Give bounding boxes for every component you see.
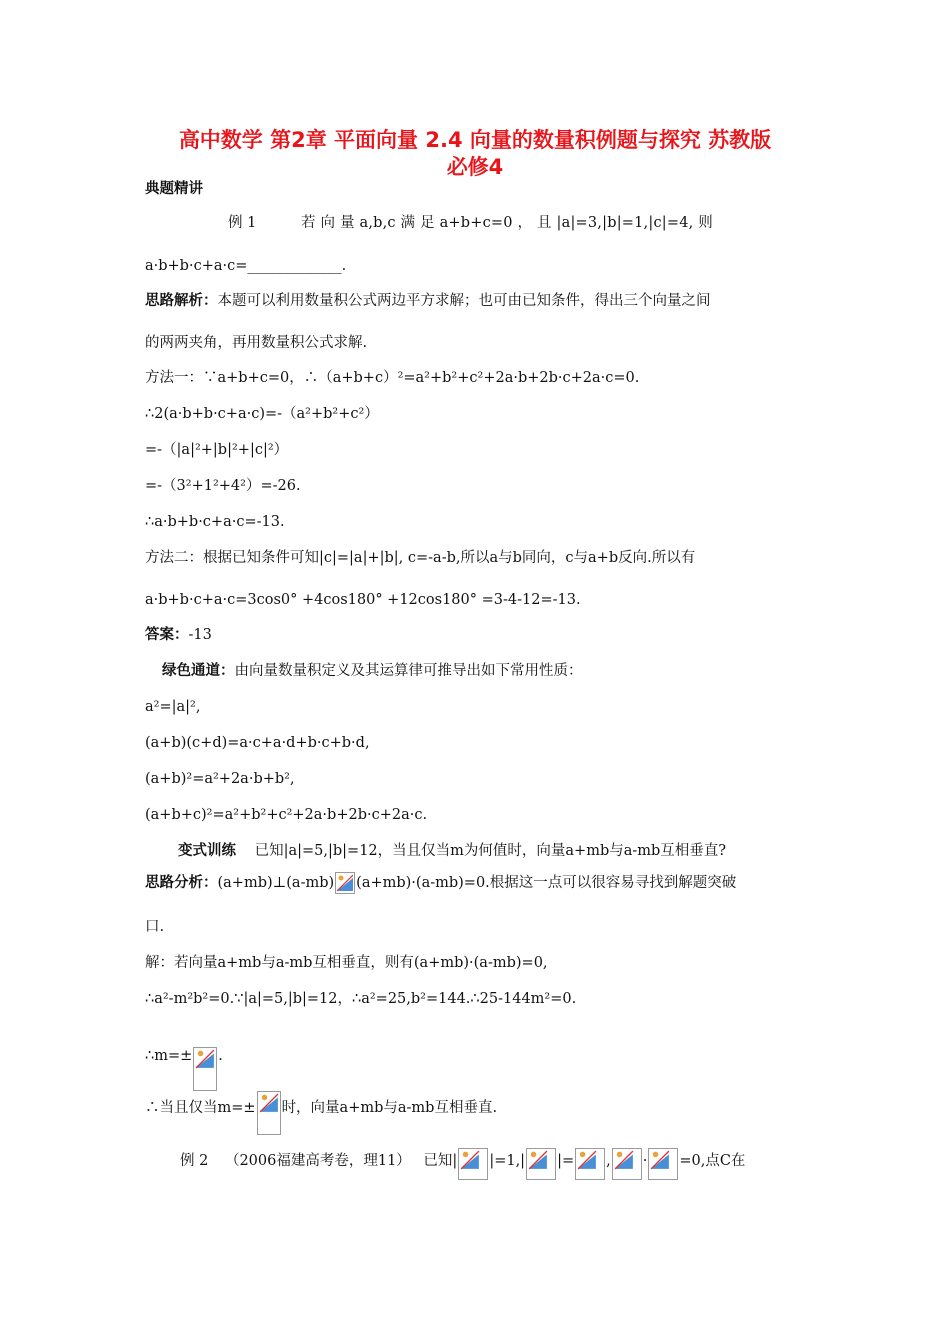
method1-line1: 方法一：∵a+b+c=0，∴（a+b+c）²=a²+b²+c²+2a·b+2b·c+2a·c=0. xyxy=(145,370,640,386)
answer-line xyxy=(145,625,212,645)
example2-t2: |=1,| xyxy=(489,1153,526,1169)
method2-line2: a·b+b·c+a·c=3cos0° +4cos180° +12cos180° =3-4-12=-13. xyxy=(145,592,581,608)
solution-line4 xyxy=(145,1081,497,1131)
analysis2-label: 思路分析： xyxy=(145,875,218,891)
solution-line3-post: . xyxy=(218,1048,223,1064)
method1-line3: =-（|a|²+|b|²+|c|²） xyxy=(145,442,289,458)
green-channel-line xyxy=(162,661,583,681)
document-title-line1: 高中数学 第2章 平面向量 2.4 向量的数量积例题与探究 苏教版 xyxy=(178,128,772,152)
analysis2-line1 xyxy=(145,872,736,894)
document-title-line2: 必修4 xyxy=(446,155,504,179)
image-placeholder-icon xyxy=(335,872,355,894)
fraction-image-icon xyxy=(257,1091,281,1135)
example2-label: 例 2 xyxy=(180,1153,209,1169)
example1-blank-line: a·b+b·c+a·c=_____________. xyxy=(145,258,347,274)
example2-t5: · xyxy=(642,1153,648,1169)
property-1: a²=|a|², xyxy=(145,699,201,715)
analysis1-label: 思路解析： xyxy=(145,293,218,309)
answer-label: 答案： xyxy=(145,627,189,643)
answer-value: -13 xyxy=(188,627,212,643)
vector-image-icon xyxy=(458,1148,488,1180)
analysis2-line2: 口. xyxy=(145,919,165,935)
green-channel-label: 绿色通道： xyxy=(162,663,235,679)
method1-line4: =-（3²+1²+4²）=-26. xyxy=(145,478,301,494)
example2-t6: =0,点C在 xyxy=(679,1153,746,1169)
vector-image-icon xyxy=(648,1148,678,1180)
method1-line2: ∴2(a·b+b·c+a·c)=-（a²+b²+c²） xyxy=(145,406,379,422)
example2-t3: |= xyxy=(557,1153,575,1169)
solution-line3 xyxy=(145,1021,223,1071)
analysis1-text: 本题可以利用数量积公式两边平方求解；也可由已知条件，得出三个向量之间 xyxy=(217,293,711,309)
section-heading: 典题精讲 xyxy=(145,181,203,197)
analysis1-line1 xyxy=(145,291,711,311)
green-channel-text: 由向量数量积定义及其运算律可推导出如下常用性质： xyxy=(234,663,583,679)
example1-label: 例 1 xyxy=(228,215,257,231)
vector-image-icon xyxy=(575,1148,605,1180)
solution-line4-post: 时，向量a+mb与a-mb互相垂直. xyxy=(281,1100,498,1116)
solution-line3-pre: ∴m=± xyxy=(145,1048,193,1064)
analysis1-line2: 的两两夹角，再用数量积公式求解. xyxy=(145,335,368,351)
example2-t1: 已知| xyxy=(423,1153,458,1169)
example2-t4: , xyxy=(606,1153,611,1169)
method2-line1: 方法二：根据已知条件可知|c|=|a|+|b|, c=-a-b,所以a与b同向，c与a+b反向.所以有 xyxy=(145,550,696,566)
vector-image-icon xyxy=(526,1148,556,1180)
variant-label: 变式训练 xyxy=(178,843,236,859)
analysis2-post: (a+mb)·(a-mb)=0.根据这一点可以很容易寻找到解题突破 xyxy=(356,875,737,891)
solution-line1: 解：若向量a+mb与a-mb互相垂直，则有(a+mb)·(a-mb)=0, xyxy=(145,955,548,971)
method1-line5: ∴a·b+b·c+a·c=-13. xyxy=(145,514,285,530)
variant-text: 已知|a|=5,|b|=12，当且仅当m为何值时，向量a+mb与a-mb互相垂直? xyxy=(254,843,727,859)
example2-line xyxy=(180,1148,745,1180)
example1-line1 xyxy=(228,213,713,233)
solution-line4-pre: ∴当且仅当m=± xyxy=(145,1100,256,1116)
solution-line2: ∴a²-m²b²=0.∵|a|=5,|b|=12，∴a²=25,b²=144.∴25-144m²=0. xyxy=(145,991,577,1007)
example1-text: 若 向 量 a,b,c 满 足 a+b+c=0 ， 且 |a|=3,|b|=1,|c|=4, 则 xyxy=(300,215,713,231)
vector-image-icon xyxy=(612,1148,642,1180)
variant-line xyxy=(178,841,726,861)
property-4: (a+b+c)²=a²+b²+c²+2a·b+2b·c+2a·c. xyxy=(145,807,428,823)
analysis2-pre: (a+mb)⊥(a-mb) xyxy=(217,875,335,891)
example2-source: （2006福建高考卷，理11） xyxy=(224,1153,411,1169)
property-2: (a+b)(c+d)=a·c+a·d+b·c+b·d, xyxy=(145,735,370,751)
property-3: (a+b)²=a²+2a·b+b², xyxy=(145,771,295,787)
